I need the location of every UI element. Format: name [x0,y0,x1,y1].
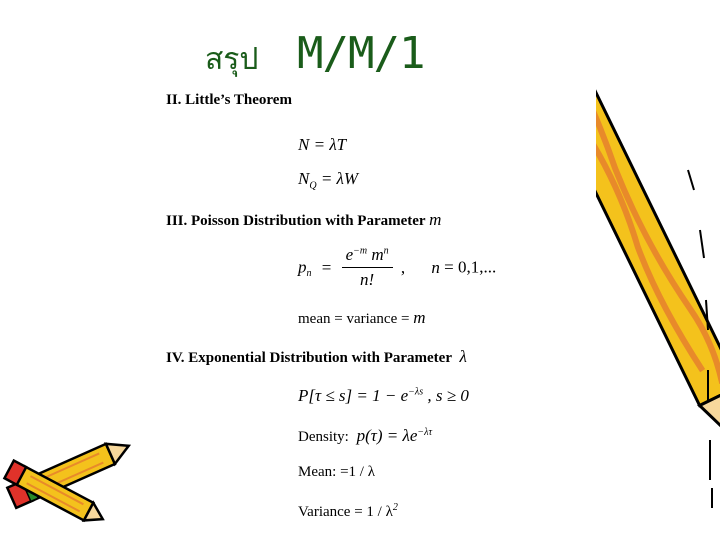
cdf-cond: , s ≥ 0 [427,386,469,405]
pencil-icon-large [596,0,720,540]
pn: p [298,257,307,277]
pn-sub: n [306,267,312,279]
pmf-fraction [342,245,393,290]
poisson-pmf [298,245,496,290]
mean-m: m [413,308,426,327]
variance-text: Variance = 1 / λ [298,504,393,520]
range-n: n [431,257,440,277]
exp-density [298,426,432,446]
eq1-rhs: = λT [313,135,347,154]
num-e: e [345,245,354,264]
mean-text: mean = variance = [298,311,410,327]
range-values: = 0,1,... [444,257,497,277]
eq2-rhs: = λW [320,169,359,188]
pmf-numerator [342,245,393,268]
exp-cdf [298,386,469,406]
density-formula: p(τ) = λe [356,426,418,445]
poisson-mean [298,308,425,328]
exp-param: λ [459,347,467,366]
cdf-exp: −λs [408,386,424,398]
exp-mean: Mean: =1 / λ [298,464,375,480]
exp-heading-text: IV. Exponential Distribution with Parameter [166,350,452,366]
num-m-exp: n [383,245,389,257]
exp-variance [298,502,398,521]
pmf-comma: , [400,257,406,277]
poisson-heading [166,210,441,230]
eq2-lhs: N [298,169,310,188]
pmf-equals: = [321,257,332,277]
num-e-exp: −m [353,245,368,257]
pmf-denominator: n! [360,270,375,289]
num-m: m [371,245,384,264]
title-mm: M/M/1 [297,28,425,79]
exp-heading [166,347,467,367]
pencil-icon-small-2 [0,452,110,540]
little-eq1 [298,135,346,155]
eq1-lhs: N [298,135,310,154]
density-label: Density: [298,429,349,445]
eq2-sub: Q [309,180,317,192]
little-heading: II. Little’s Theorem [166,92,292,108]
density-exp: −λτ [417,427,433,438]
poisson-param: m [429,210,442,229]
little-eq2 [298,169,358,191]
variance-exp: 2 [392,502,398,513]
poisson-heading-text: III. Poisson Distribution with Parameter [166,213,426,229]
cdf-lhs: P[τ ≤ s] = 1 − e [298,386,409,405]
title-thai: สรุป [205,42,259,77]
